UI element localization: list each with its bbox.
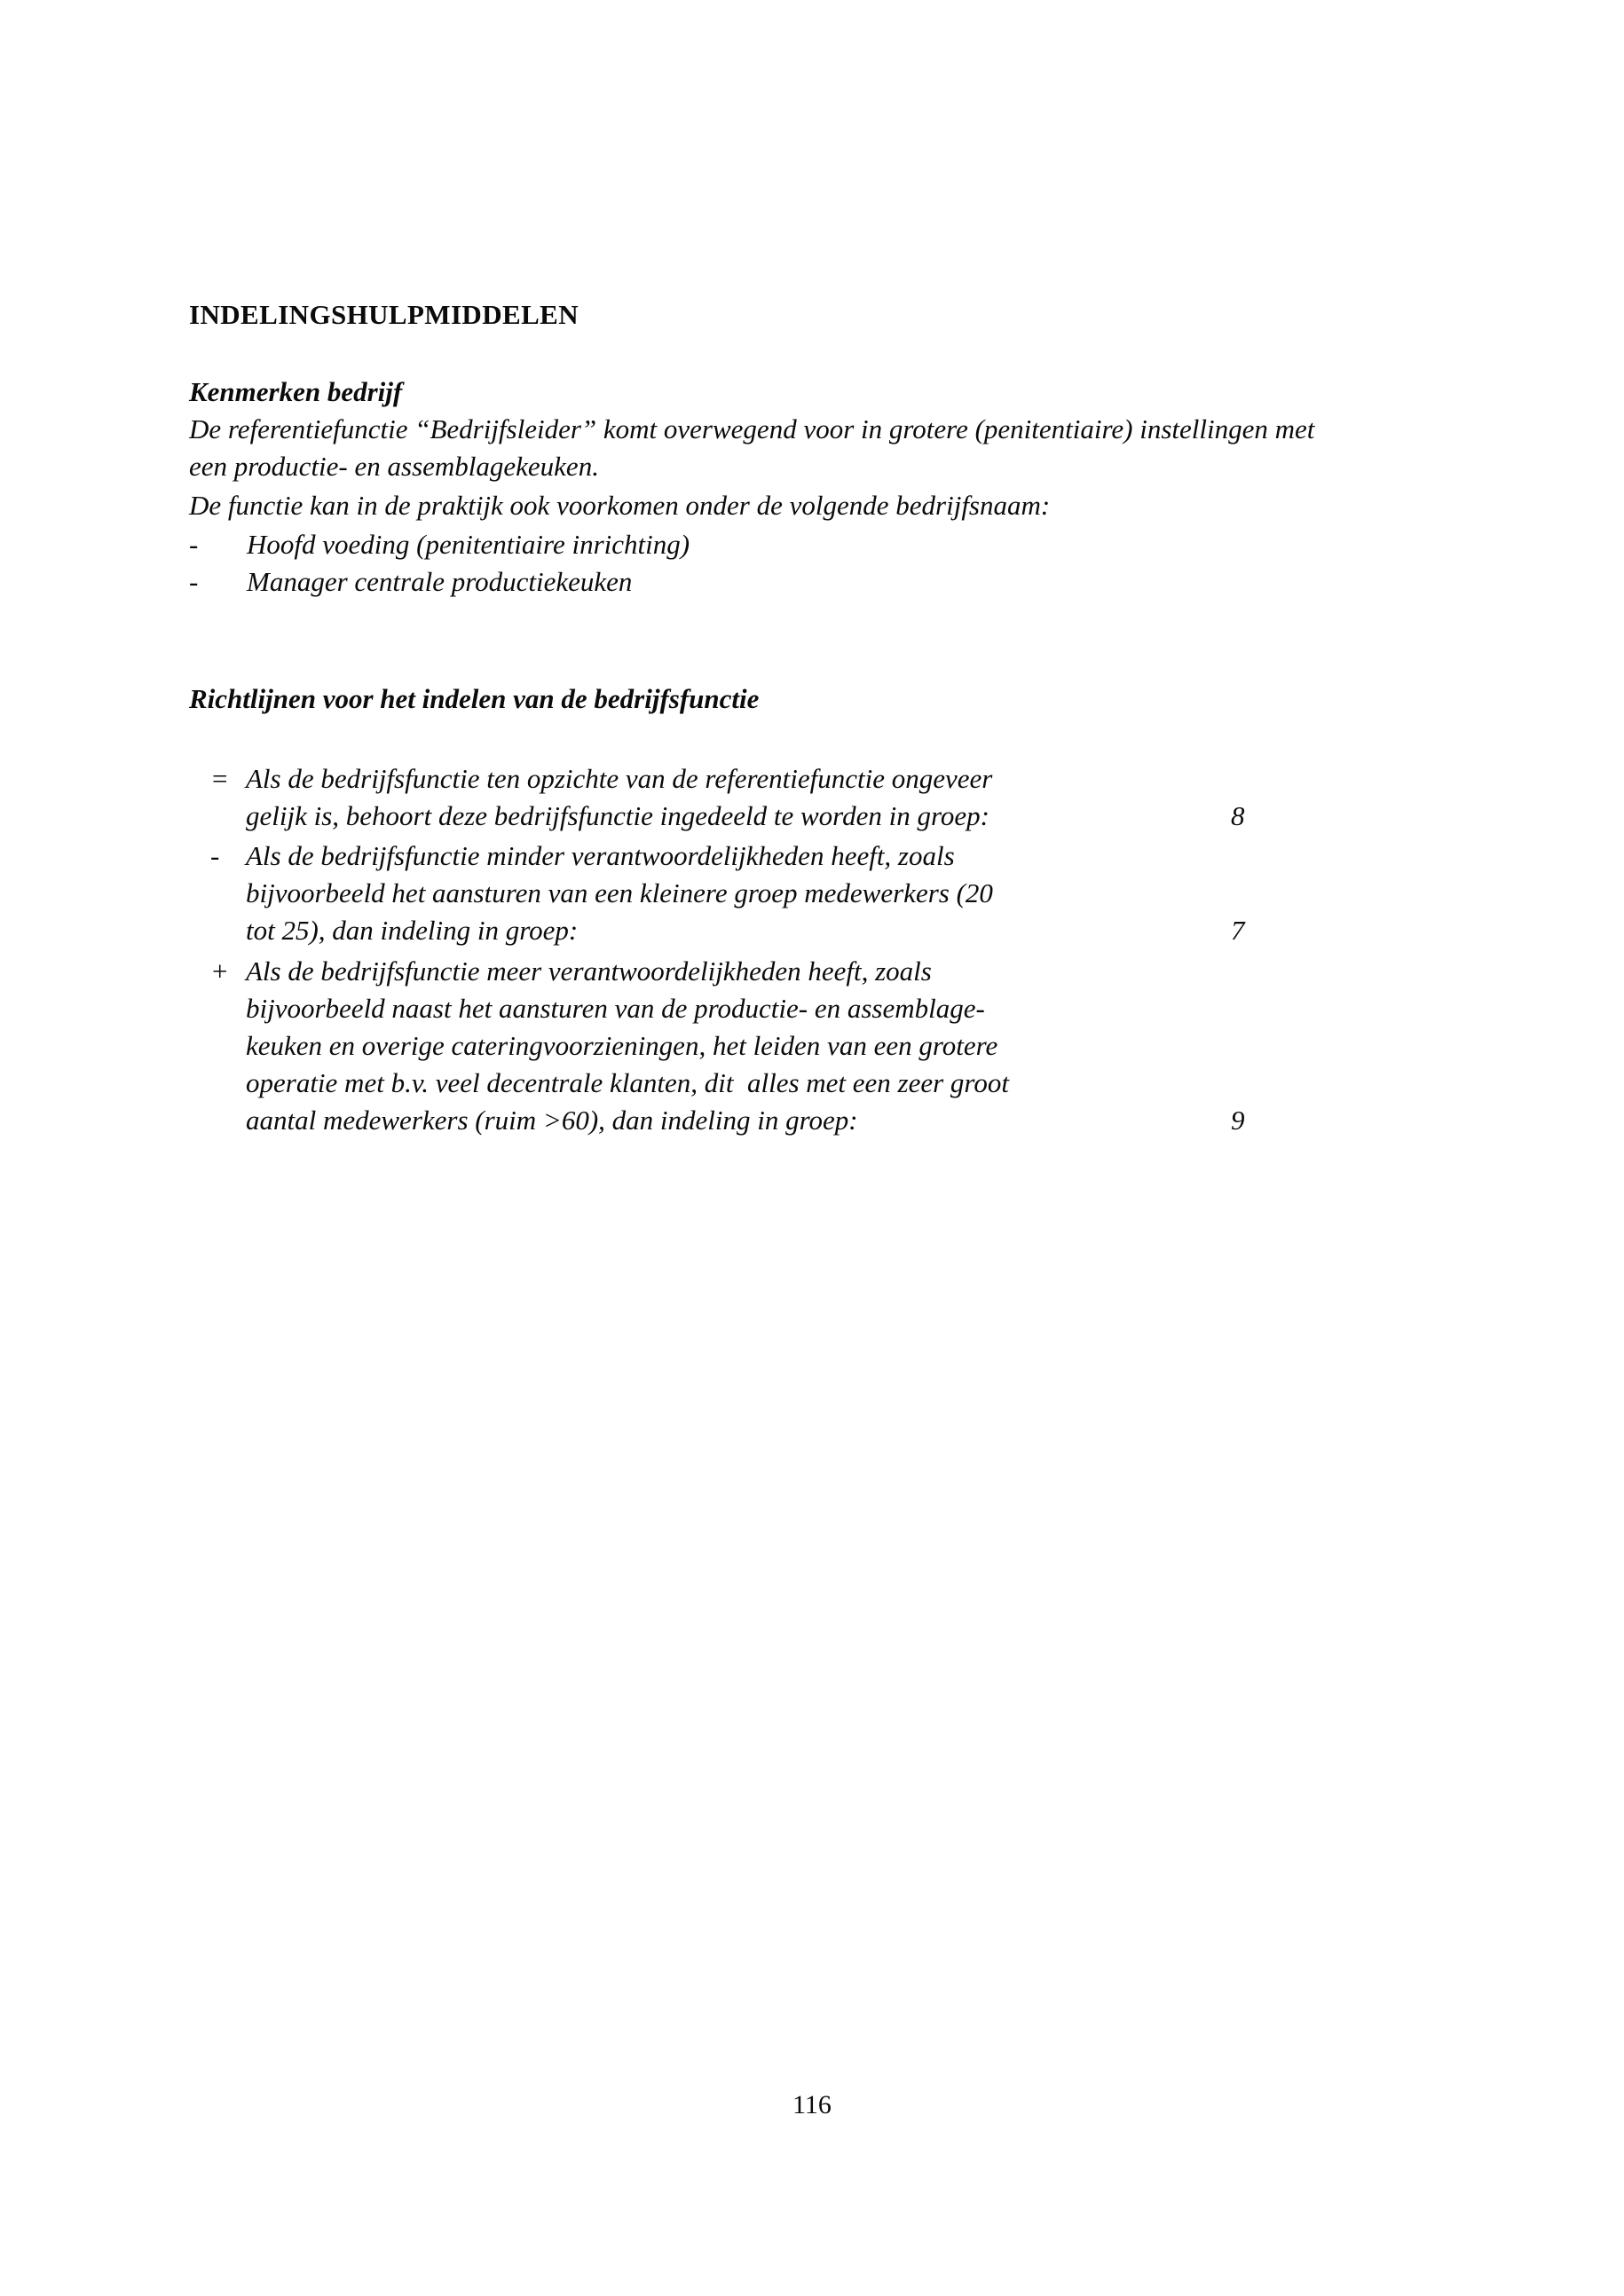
list-item-text: Manager centrale productiekeuken — [247, 566, 633, 597]
list-item — [189, 526, 690, 563]
list-item — [189, 563, 690, 601]
richtlijn-text — [246, 837, 1396, 949]
section-heading-kenmerken-bedrijf: Kenmerken bedrijf — [189, 376, 403, 407]
richtlijn-line: keuken en overige cateringvoorzieningen, het leiden van een grotere — [246, 1030, 998, 1061]
group-number: 7 — [1231, 915, 1245, 946]
page-title: INDELINGSHULPMIDDELEN — [189, 299, 579, 330]
richtlijn-line: gelijk is, behoort deze bedrijfsfunctie ingedeeld te worden in groep: — [246, 800, 989, 831]
paragraph-line: De referentiefunctie “Bedrijfsleider” komt overwegend voor in grotere (penitentiaire) instellingen met — [189, 413, 1315, 444]
paragraph-line: een productie- en assemblagekeuken. — [189, 451, 599, 482]
richtlijn-line: Als de bedrijfsfunctie minder verantwoordelijkheden heeft, zoals — [246, 840, 955, 871]
richtlijn-item-plus — [189, 953, 1396, 1139]
richtlijn-line: Als de bedrijfsfunctie ten opzichte van de referentiefunctie ongeveer — [246, 763, 993, 794]
kenmerken-paragraph-1 — [189, 411, 1314, 485]
kenmerken-paragraph-2: De functie kan in de praktijk ook voorkomen onder de volgende bedrijfsnaam: — [189, 490, 1051, 521]
page-number: 116 — [792, 2090, 832, 2119]
richtlijn-marker-equal: = — [210, 763, 229, 794]
list-bullet: - — [189, 566, 199, 597]
richtlijn-marker-plus: + — [210, 955, 229, 987]
richtlijn-item-equal — [189, 760, 1396, 835]
list-bullet: - — [189, 529, 199, 560]
section-heading-richtlijnen: Richtlijnen voor het indelen van de bedrijfsfunctie — [189, 683, 760, 714]
bedrijfsnaam-list — [189, 526, 690, 601]
richtlijn-marker-minus: - — [210, 840, 220, 871]
richtlijn-text — [246, 760, 1396, 835]
group-number: 8 — [1231, 800, 1245, 831]
richtlijn-line: Als de bedrijfsfunctie meer verantwoordelijkheden heeft, zoals — [246, 955, 932, 987]
richtlijn-line: bijvoorbeeld naast het aansturen van de productie- en assemblage- — [246, 993, 985, 1024]
richtlijn-line: aantal medewerkers (ruim >60), dan indeling in groep: — [246, 1105, 858, 1136]
richtlijn-item-minus — [189, 837, 1396, 949]
richtlijn-line: tot 25), dan indeling in groep: — [246, 915, 579, 946]
list-item-text: Hoofd voeding (penitentiaire inrichting) — [247, 529, 690, 560]
group-number: 9 — [1231, 1105, 1245, 1136]
richtlijn-line: bijvoorbeeld het aansturen van een kleinere groep medewerkers (20 — [246, 877, 993, 908]
richtlijn-text — [246, 953, 1396, 1139]
richtlijn-line: operatie met b.v. veel decentrale klanten, dit alles met een zeer groot — [246, 1067, 1009, 1098]
